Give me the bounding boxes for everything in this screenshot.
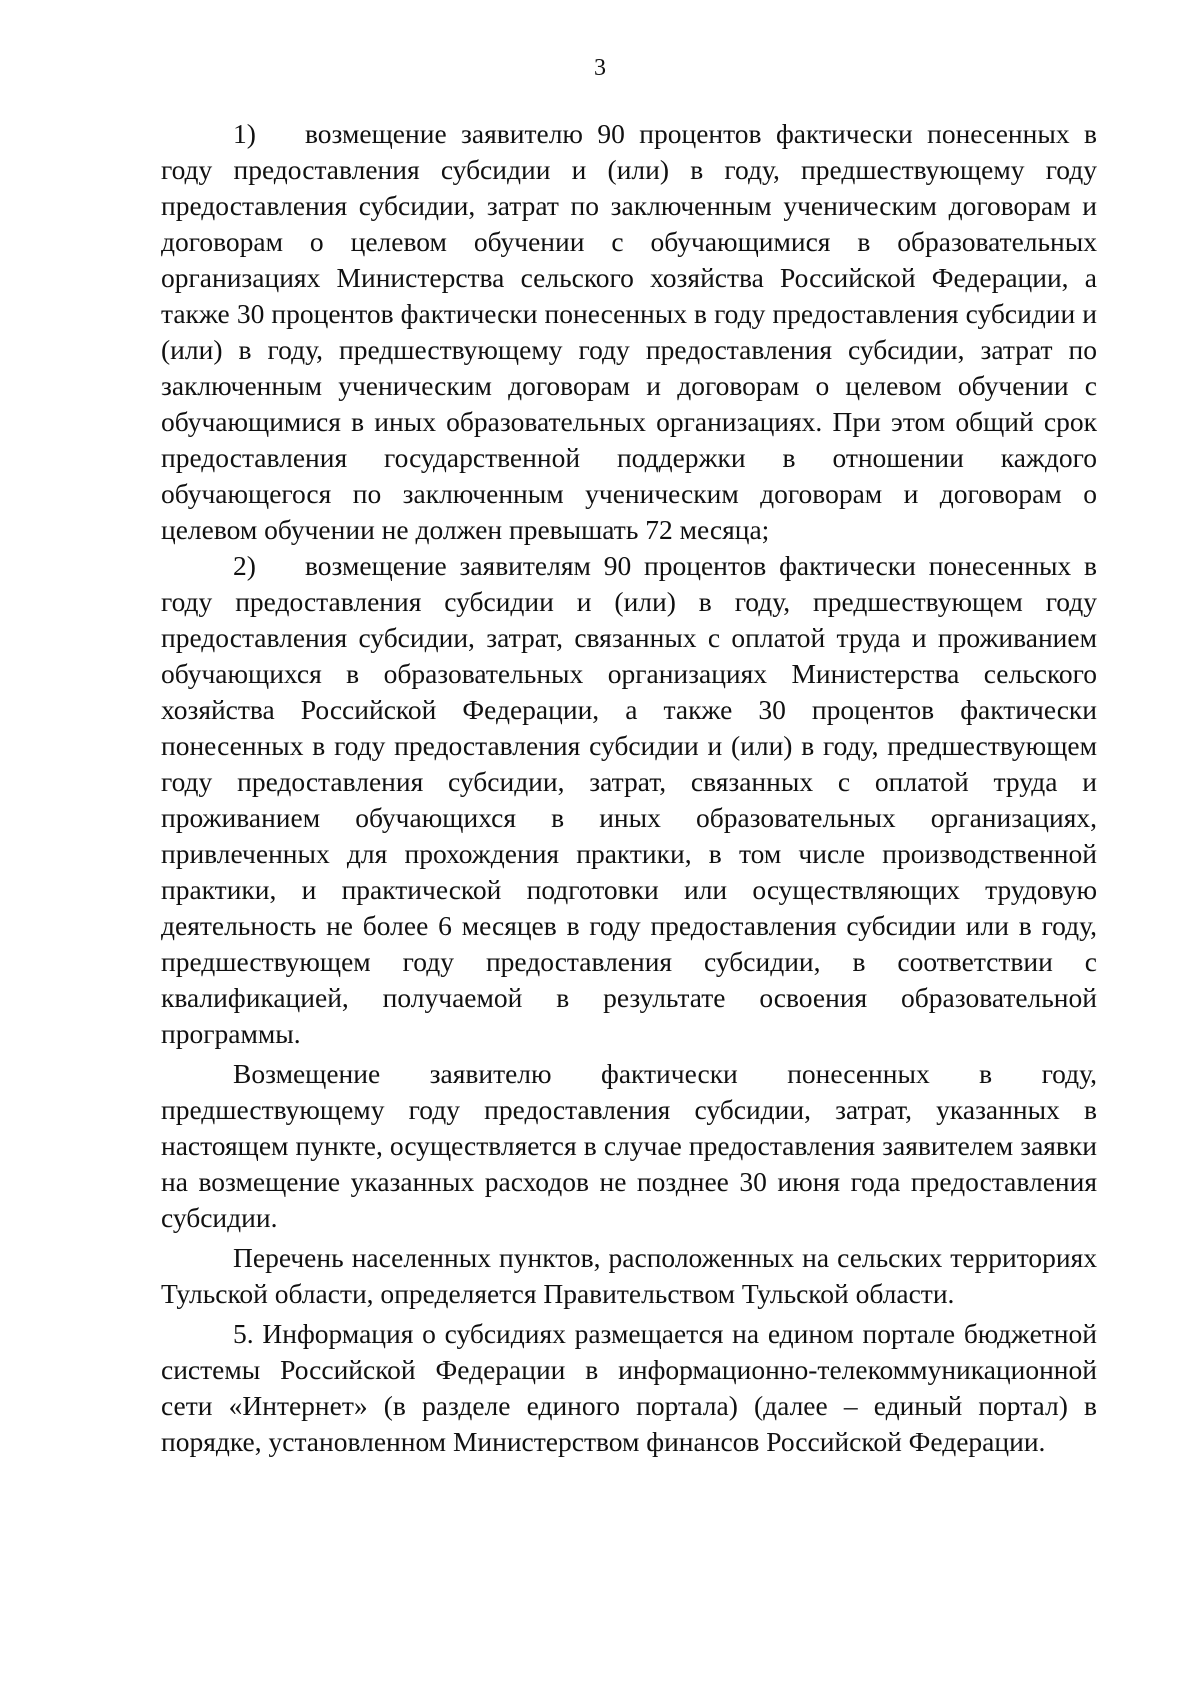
paragraph-item-1 (161, 116, 1097, 548)
paragraph-settlements-list: Перечень населенных пунктов, расположенных на сельских территориях Тульской области, определяется Правительством Тульской области. (161, 1242, 1097, 1309)
list-marker: 2) (233, 550, 256, 581)
paragraph-reimbursement: Возмещение заявителю фактически понесенных в году, предшествующему году предоставления субсидии, затрат, указанных в настоящем пункте, осуществляется в случае предоставления заявителем заявки на возмещение указанных расходов не позднее 30 июня года предоставления субсидии. (161, 1058, 1097, 1233)
paragraph-text: возмещение заявителям 90 процентов фактически понесенных в году предоставления субсидии и (или) в году, предшествующем году предоставления субсидии, затрат, связанных с оплатой труда и проживанием обучающихся в образовательных организациях Министерства сельского хозяйства Российской Федерации, а также 30 процентов фактически понесенных в году предоставления субсидии и (или) в году, предшествующем году предоставления субсидии, затрат, связанных с оплатой труда и проживанием обучающихся в иных образовательных организациях, привлеченных для прохождения практики, в том числе производственной практики, и практической подготовки или осуществляющих трудовую деятельность не более 6 месяцев в году предоставления субсидии или в году, предшествующем году предоставления субсидии, в соответствии с квалификацией, получаемой в результате освоения образовательной программы. (161, 550, 1097, 1049)
paragraph-item-5: 5. Информация о субсидиях размещается на едином портале бюджетной системы Российской Федерации в информационно-телекоммуникационной сети «Интернет» (в разделе единого портала) (далее – единый портал) в порядке, установленном Министерством финансов Российской Федерации. (161, 1318, 1097, 1457)
paragraph-text: возмещение заявителю 90 процентов фактически понесенных в году предоставления субсидии и (или) в году, предшествующему году предоставления субсидии, затрат по заключенным ученическим договорам и договорам о целевом обучении с обучающимися в образовательных организациях Министерства сельского хозяйства Российской Федерации, а также 30 процентов фактически понесенных в году предоставления субсидии и (или) в году, предшествующему году предоставления субсидии, затрат по заключенным ученическим договорам и договорам о целевом обучении с обучающимися в иных образовательных организациях. При этом общий срок предоставления государственной поддержки в отношении каждого обучающегося по заключенным ученическим договорам и договорам о целевом обучении не должен превышать 72 месяца; (161, 118, 1097, 545)
document-body (161, 116, 1097, 1460)
list-marker: 1) (233, 118, 256, 149)
page-number: 3 (594, 55, 606, 81)
paragraph-item-2 (161, 548, 1097, 1052)
